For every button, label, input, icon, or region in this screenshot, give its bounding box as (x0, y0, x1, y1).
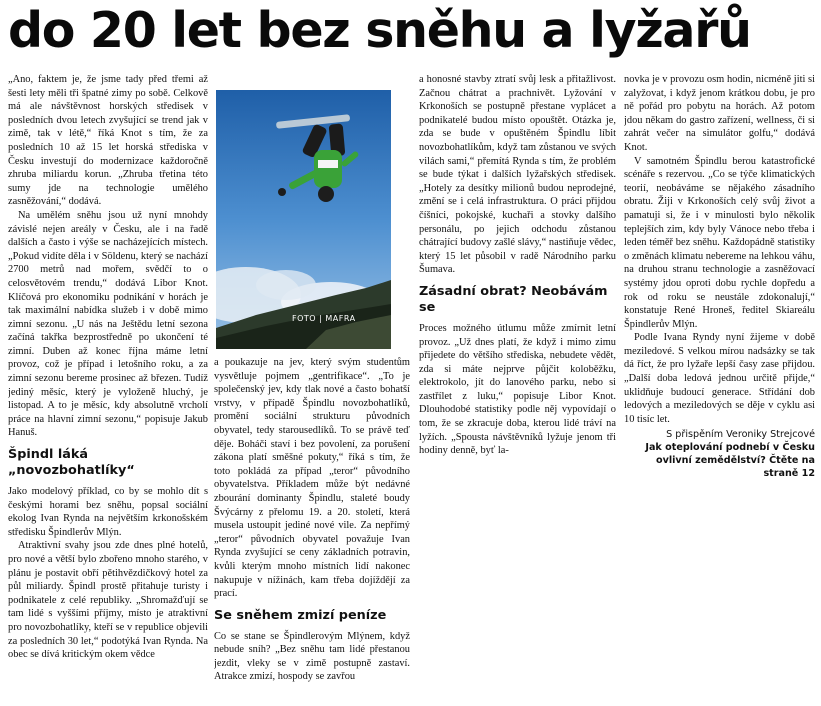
paragraph: a honosné stavby ztratí svůj lesk a přitažlivost. Začnou chátrat a prachnivět. Lyžování v Krkonoších se postupně přestane vyplácet a podnikatelé budou místo opouštět. Otázka je, zda se bude v opuštěném Špindlu líbit novozbohatlíkům, když tam zůstanou ve svých vilách sami,“ přemítá Rynda s tím, že problém se bude týkat i dalších lyžařských středisek. „Hotely za desítky milionů budou neprodejné, změní se i celá infrastruktura. O práci přijdou číšníci, pokojské, kuchaři a stovky dalšího personálu, po jejich odchodu zůstanou chátrající budovy zašlé slávy,“ nastiňuje vědec, který 15 let působil v radě Národního parku Šumava. (419, 74, 616, 276)
snowboarder-photo (216, 90, 391, 349)
byline: S přispěním Veroniky Strejcové (666, 429, 815, 441)
headline: do 20 let bez sněhu a lyžařů (8, 2, 751, 59)
paragraph: Proces možného útlumu může zmírnit letní provoz. „Už dnes platí, že když i mimo zimu přijedete do většího střediska, nebudete vědět, zda si máte nejprve půjčit koloběžku, elektrokolo, jít do lanového parku, nebo si zastřílet z luku,“ popisuje Libor Knot. Dlouhodobé statistiky podle něj vypovídají o tom, že se zkracuje doba, kterou lidé tráví na lyžích. „Spousta návštěvníků lyžuje jenom tři hodiny denně, byť la- (419, 322, 616, 457)
paragraph: „Ano, faktem je, že jsme tady před třemi až šesti lety měli tři špatné zimy po sobě. Celkově má ale návštěvnost horských středisek v posledních dvou letech zvyšující se trend jak v zimě, tak v létě,“ říká Knot s tím, že za posledních 10 až 15 let horská střediska v Česku investují do modernizace každoročně zhruba miliardu korun. „Zhruba třetina této sumy jde na technologie umělého zasněžování,“ dodává. (8, 74, 208, 208)
article-column-4 (624, 73, 815, 706)
paragraph: novka je v provozu osm hodin, nicméně jiti si zalyžovat, i když jenom krátkou dobu, je pro ně pořád pro pobytu na horách. Až potom jdou někam do gastro zařízení, wellness, či si zahrát večer na simulátor golfu,“ dodává Knot. (624, 74, 815, 153)
paragraph: V samotném Špindlu berou katastrofické scénáře s rezervou. „Co se týče klimatických teorií, neobáváme se nějakého zásadního obratu. Žiji v Krkonoších celý svůj život a pamatuji si, že i v minulosti bylo několik teplejších zim, kdy byly Vánoce nebo třeba i leden téměř bez sněhu. Každopádně statistiky o změnách klimatu nebereme na lehkou váhu, na druhou stranu technologie a zasněžovací systémy jdou oproti dobu rychle dopředu a rok od roku se neustále zdokonalují,“ konstatuje René Hroneš, ředitel Skiareálu Špindlerův Mlýn. (624, 155, 815, 330)
article-column-2 (214, 356, 410, 706)
paragraph: a poukazuje na jev, který svým studentům vysvětluje pojmem „gentrifikace“. „To je společenský jev, kdy tlak nové a často bohatší vrstvy, v případě Špindlu novozbohatlíků, promění sociální strukturu původních obyvatel, tedy starousedlíků. To se právě teď děje. Boháči staví i bez povolení, za porušení zákona platí směšné pokuty,“ říká s tím, že toto pokládá za případ „teror“ původního obyvatelstva. Příkladem může být nedávné zbourání dominanty Špindlu, staleté boudy Švýcárny z přelomu 19. a 20. století, která musela ustoupit jediné nové vile. Za nepřímý „teror“ původních obyvatel považuje Ivan Rynda zvyšující se ceny základních potravin, kvůli kterým mnoho místních lidí nakonec nakupuje v nížinách, kam třeba dojíždějí za prací. (214, 357, 410, 600)
subheading: Se sněhem zmizí peníze (214, 607, 387, 623)
article-column-1 (8, 73, 208, 706)
subheading: Zásadní obrat? Neobávám se (419, 283, 608, 315)
paragraph: Jako modelový příklad, co by se mohlo dít s českými horami bez sněhu, popsal sociální ekolog Ivan Rynda na největším krkonošském středisku Špindlerův Mlýn. (8, 486, 208, 538)
paragraph: Podle Ivana Ryndy nyní žijeme v době meziledové. S velkou mírou nadsázky se tak dá říct, že pro lyžaře lepší časy zase přijdou. „Další doba ledová jednou určitě přijde,“ uklidňuje budoucí generace. Střídání dob ledových a meziledových se děje v cyklu asi 10 tisíc let. (624, 332, 815, 425)
photo-illustration (216, 90, 391, 349)
subheading: Špindl láká „novozbohatlíky“ (8, 447, 135, 479)
cross-reference-teaser[interactable]: Jak oteplování podnebí v Česku ovlivní zemědělství? Čtěte na straně 12 (645, 442, 815, 480)
photo-credit: FOTO | MAFRA (292, 314, 356, 323)
paragraph: Co se stane se Špindlerovým Mlýnem, když nebude sníh? „Bez sněhu tam lidé přestanou jezdit, vleky se v zimě postupně zastaví. Atrakce zmizí, hospody se zavřou (214, 630, 410, 683)
paragraph: Na umělém sněhu jsou už nyní mnohdy závislé nejen areály v Česku, ale i na řadě dalších a často i výše se nacházejících místech. „Pokud vidíte děla i v Söldenu, který se nachází 2700 metrů nad mořem, svědčí to o celosvětovém trendu,“ dodává Libor Knot. Klíčová pro ekonomiku podnikání v horách je tak maximální nabídka služeb i v době mimo zimní sezonu. „U nás na Ještědu letní sezona začíná takřka bezprostředně po ukončení té zimní. Duben až konec října máme letní provoz, což je případ i letošního roku, a za zimní sezonu bereme prosinec až březen. Tudíž jediný měsíc, který je vyloženě hluchý, je listopad. A to je měsíc, kdy absolutně vrcholí práce na hlavní zimní sezonu,“ popisuje Jakub Hanuš. (8, 209, 208, 439)
article-column-3 (419, 73, 616, 706)
paragraph: Atraktivní svahy jsou zde dnes plné hotelů, pro nové a větší bylo zbořeno mnoho starého, v plánu je postavit obří pětihvězdičkový hotel za půl miliardy. Špindl prostě přitahuje turisty i podnikatele z celé republiky. „Shromažďují se tam lidé s vyššími příjmy, místo je atraktivní pro novozbohatlíky, kteří se v republice objevili za posledních 30 let,“ podotýká Ivan Rynda. Na obec se dívá kritickým okem vědce (8, 540, 208, 661)
